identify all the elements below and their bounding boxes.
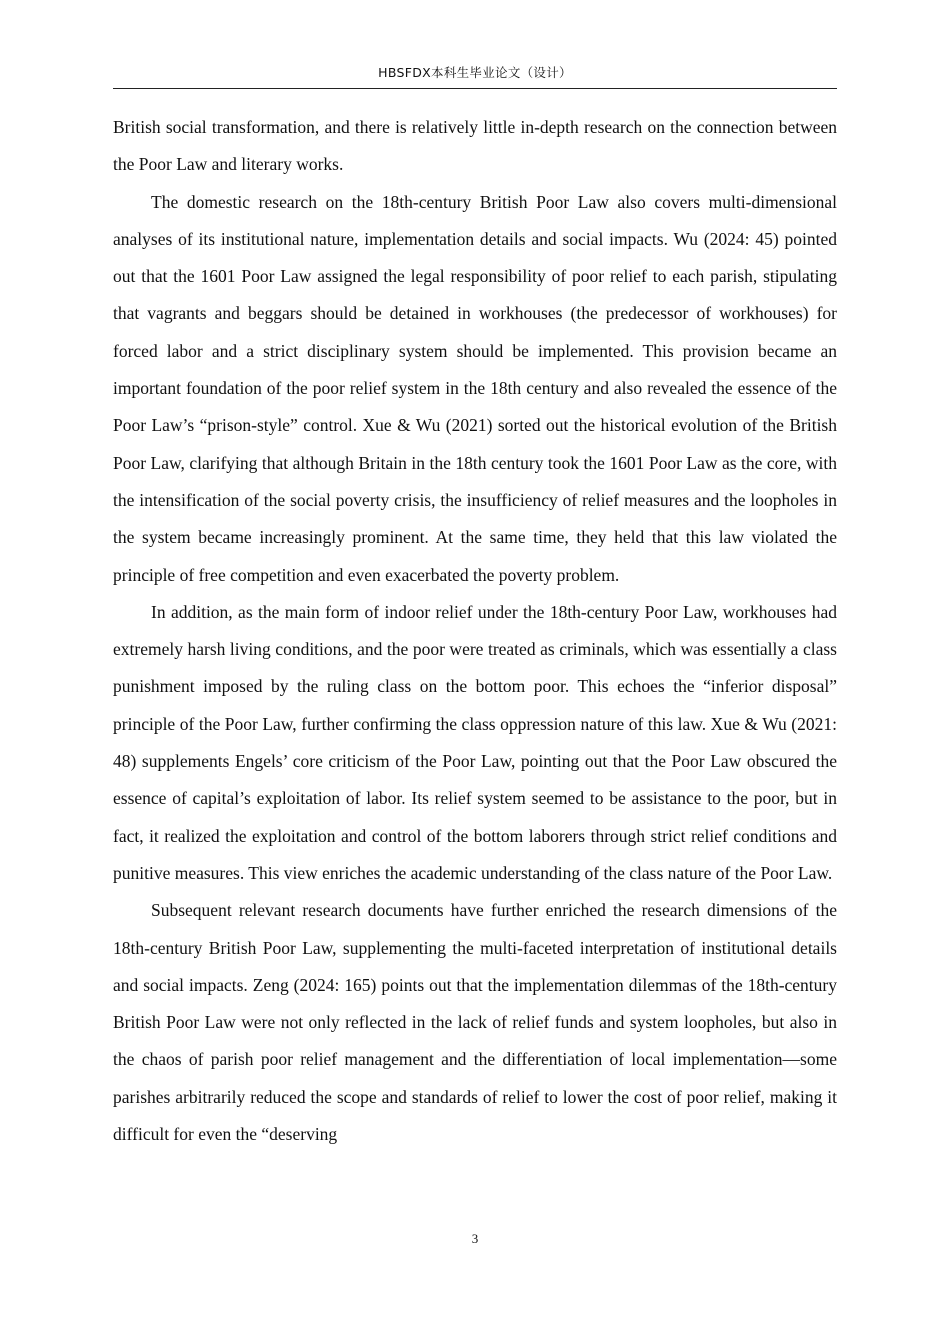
paragraph-domestic-research: The domestic research on the 18th-century British Poor Law also covers multi-dimensional analyses of its institutional nature, implementation details and social impacts. Wu (2024: 45) pointed out that the 1601 Poor Law assigned the legal responsibility of poor relief to each parish, stipulating that vagrants and beggars should be detained in workhouses (the predecessor of workhouses) for forced labor and a strict disciplinary system should be implemented. This provision became an important foundation of the poor relief system in the 18th century and also revealed the essence of the Poor Law’s “prison-style” control. Xue & Wu (2021) sorted out the historical evolution of the British Poor Law, clarifying that although Britain in the 18th century took the 1601 Poor Law as the core, with the intensification of the social poverty crisis, the insufficiency of relief measures and the loopholes in the system became increasingly prominent. At the same time, they held that this law violated the principle of free competition and even exacerbated the poverty problem. <box>113 191 837 585</box>
page-number: 3 <box>471 1231 479 1246</box>
header-rule <box>113 88 837 89</box>
paragraph-workhouses: In addition, as the main form of indoor relief under the 18th-century Poor Law, workhouses had extremely harsh living conditions, and the poor were treated as criminals, which was essentially a class punishment imposed by the ruling class on the bottom poor. This echoes the “inferior disposal” principle of the Poor Law, further confirming the class oppression nature of this law. Xue & Wu (2021: 48) supplements Engels’ core criticism of the Poor Law, pointing out that the Poor Law obscured the essence of capital’s exploitation of labor. Its relief system seemed to be assistance to the poor, but in fact, it realized the exploitation and control of the bottom laborers through strict relief conditions and punitive measures. This view enriches the academic understanding of the class nature of the Poor Law. <box>113 601 837 883</box>
paragraph-continued: British social transformation, and there is relatively little in-depth research on the connection between the Poor Law and literary works. <box>113 117 837 175</box>
running-header: HBSFDX本科生毕业论文（设计） <box>378 65 572 80</box>
body-text <box>113 109 837 1153</box>
paragraph-subsequent-research: Subsequent relevant research documents have further enriched the research dimensions of the 18th-century British Poor Law, supplementing the multi-faceted interpretation of institutional details and social impacts. Zeng (2024: 165) points out that the implementation dilemmas of the 18th-century British Poor Law were not only reflected in the lack of relief funds and system loopholes, but also in the chaos of parish poor relief management and the differentiation of local implementation—some parishes arbitrarily reduced the scope and standards of relief to lower the cost of poor relief, making it difficult for even the “deserving <box>113 900 837 1145</box>
